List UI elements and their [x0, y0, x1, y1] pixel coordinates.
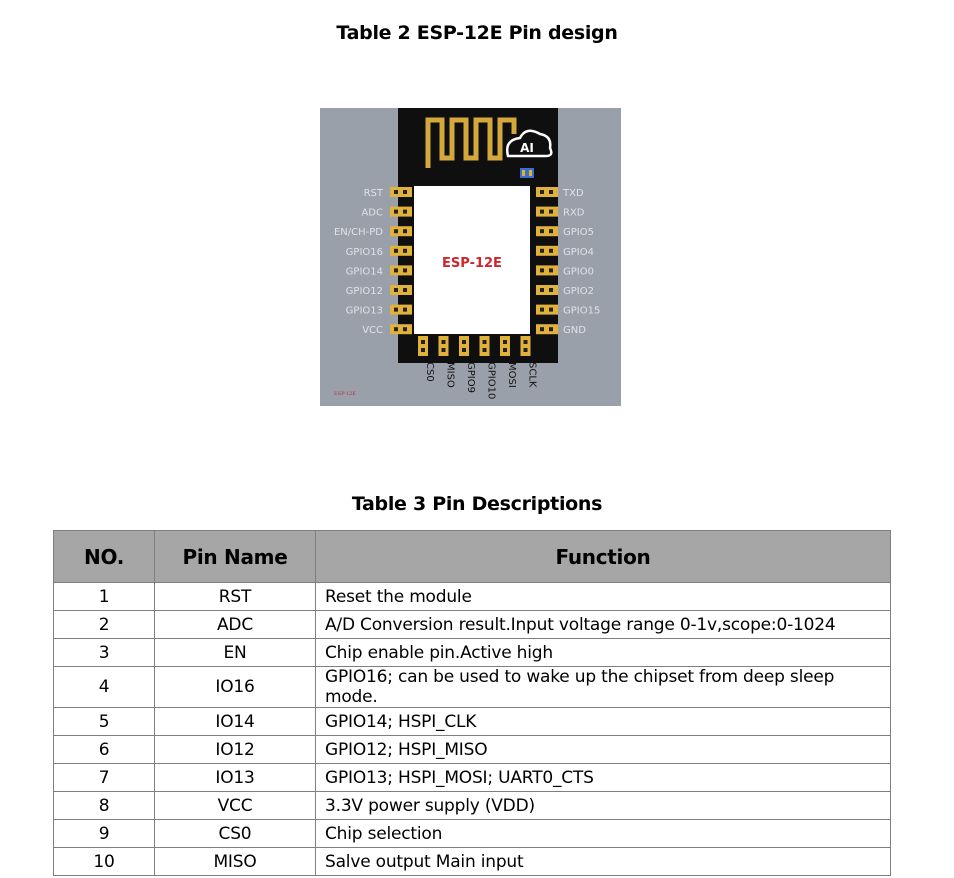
right-pin-pad — [536, 246, 558, 256]
right-pin-label: GPIO0 — [563, 266, 594, 278]
left-pin-label: RST — [363, 188, 383, 199]
table-row — [54, 792, 891, 820]
right-pin-pad — [536, 207, 558, 217]
bottom-pin-pad — [500, 336, 510, 356]
cell-no: 1 — [54, 583, 155, 611]
left-pin-pad — [390, 226, 412, 236]
right-pin-label: RXD — [563, 207, 585, 219]
cell-pin-name: RST — [155, 583, 316, 611]
cell-function: GPIO13; HSPI_MOSI; UART0_CTS — [316, 764, 891, 792]
left-pin-label: GPIO12 — [345, 286, 383, 297]
cell-pin-name: IO14 — [155, 708, 316, 736]
table2-caption: Table 2 ESP-12E Pin design — [336, 22, 618, 44]
cell-no: 3 — [54, 639, 155, 667]
cell-function: Salve output Main input — [316, 848, 891, 876]
cell-no: 6 — [54, 736, 155, 764]
corner-label: ESP-12E — [334, 391, 356, 397]
left-pin-label: GPIO14 — [345, 266, 383, 278]
table-row — [54, 820, 891, 848]
right-pin-label: TXD — [563, 188, 584, 199]
cell-no: 5 — [54, 708, 155, 736]
table-row — [54, 764, 891, 792]
bottom-pin-pad — [459, 336, 469, 356]
left-pin-pad — [390, 305, 412, 315]
cell-function: GPIO12; HSPI_MISO — [316, 736, 891, 764]
bottom-pin-pad — [521, 336, 531, 356]
cell-function: Chip selection — [316, 820, 891, 848]
bottom-pin-label: CS0 — [424, 362, 435, 382]
right-pin-pad — [536, 187, 558, 197]
cell-no: 4 — [54, 667, 155, 708]
left-pin-label: GPIO16 — [345, 246, 383, 258]
chip-label: ESP-12E — [442, 256, 502, 271]
header-function: Function — [316, 531, 891, 583]
cell-function: GPIO16; can be used to wake up the chipset from deep sleep mode. — [316, 667, 891, 708]
bottom-pin-pad — [480, 336, 490, 356]
cell-pin-name: IO16 — [155, 667, 316, 708]
left-pin-pad — [390, 285, 412, 295]
cell-pin-name: IO12 — [155, 736, 316, 764]
svg-text:AI: AI — [520, 141, 534, 155]
right-pin-label: GPIO5 — [563, 227, 594, 239]
left-pin-label: EN/CH-PD — [333, 227, 383, 239]
cell-no: 7 — [54, 764, 155, 792]
bottom-pin-pad — [418, 336, 428, 356]
cell-function: A/D Conversion result.Input voltage range 0-1v,scope:0-1024 — [316, 611, 891, 639]
left-pin-pad — [390, 207, 412, 217]
cell-pin-name: MISO — [155, 848, 316, 876]
table-row — [54, 583, 891, 611]
table-row — [54, 611, 891, 639]
right-pin-label: GPIO15 — [563, 305, 601, 317]
left-pin-label: VCC — [362, 325, 383, 337]
cell-pin-name: IO13 — [155, 764, 316, 792]
table-row — [54, 639, 891, 667]
table-row — [54, 667, 891, 708]
cell-function: Reset the module — [316, 583, 891, 611]
cell-no: 2 — [54, 611, 155, 639]
table-row — [54, 708, 891, 736]
esp12e-module-image — [320, 108, 621, 406]
bottom-pin-label: MOSI — [506, 362, 517, 388]
header-no: NO. — [54, 531, 155, 583]
pin-description-table — [53, 530, 891, 876]
cell-no: 8 — [54, 792, 155, 820]
right-pin-label: GPIO4 — [563, 246, 594, 258]
cell-no: 9 — [54, 820, 155, 848]
table-row — [54, 848, 891, 876]
cell-no: 10 — [54, 848, 155, 876]
cell-function: Chip enable pin.Active high — [316, 639, 891, 667]
bottom-pin-label: MISO — [444, 362, 456, 388]
bottom-pin-pad — [439, 336, 449, 356]
right-pin-label: GND — [563, 325, 586, 337]
right-pin-pad — [536, 265, 558, 275]
bottom-pin-label: GPIO9 — [465, 362, 476, 393]
right-pin-pad — [536, 324, 558, 334]
left-pin-pad — [390, 265, 412, 275]
cell-function: 3.3V power supply (VDD) — [316, 792, 891, 820]
table-header-row — [54, 531, 891, 583]
cell-pin-name: ADC — [155, 611, 316, 639]
left-pin-label: ADC — [361, 207, 383, 219]
cell-function: GPIO14; HSPI_CLK — [316, 708, 891, 736]
right-pin-pad — [536, 226, 558, 236]
left-pin-pad — [390, 324, 412, 334]
right-pin-label: GPIO2 — [563, 286, 594, 297]
table3-caption: Table 3 Pin Descriptions — [351, 493, 603, 515]
right-pin-pad — [536, 305, 558, 315]
cell-pin-name: EN — [155, 639, 316, 667]
bottom-pin-label: GPIO10 — [485, 362, 497, 400]
cell-pin-name: VCC — [155, 792, 316, 820]
left-pin-label: GPIO13 — [345, 305, 383, 317]
cell-pin-name: CS0 — [155, 820, 316, 848]
left-pin-pad — [390, 187, 412, 197]
table-row — [54, 736, 891, 764]
right-pin-pad — [536, 285, 558, 295]
header-pin-name: Pin Name — [155, 531, 316, 583]
left-pin-pad — [390, 246, 412, 256]
bottom-pin-label: SCLK — [526, 362, 538, 388]
